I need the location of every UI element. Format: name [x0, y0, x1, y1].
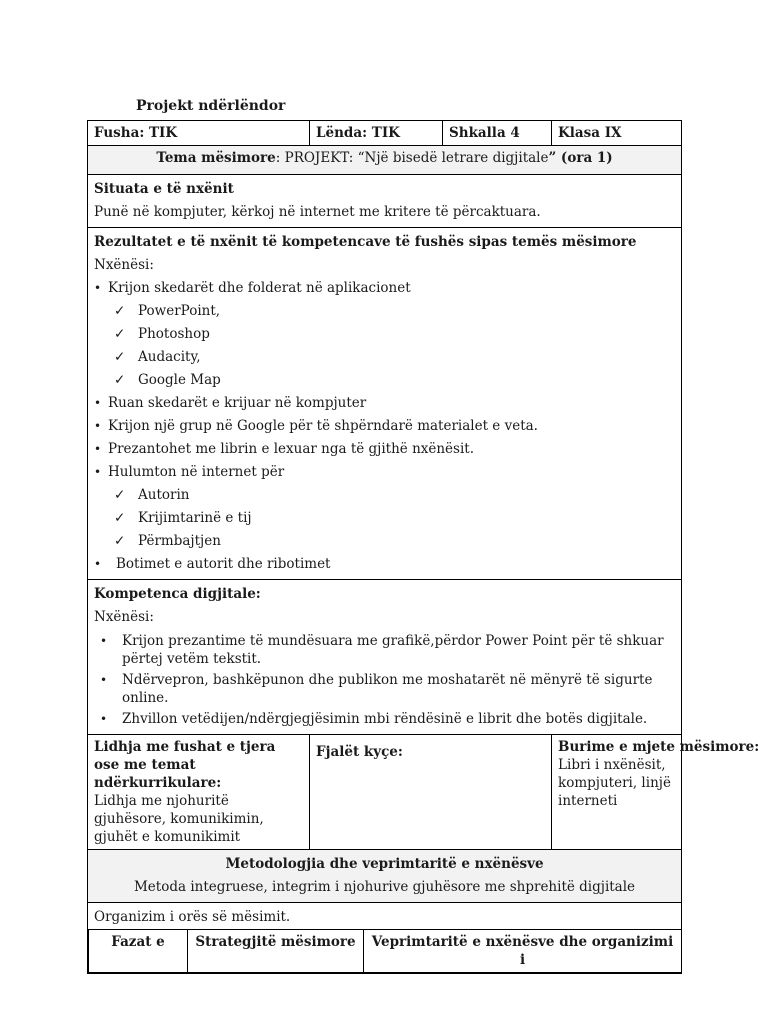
tema-suffix: ” (ora 1) [548, 150, 613, 166]
rezultatet-item-text: Krijon një grup në Google për të shpërndarë materialet e veta. [108, 418, 538, 434]
rezultatet-list [94, 277, 675, 576]
rezultatet-item-text: Prezantohet me librin e lexuar nga të gjithë nxënësit. [108, 441, 475, 457]
burime-title: Burime e mjete mësimore: [558, 739, 760, 755]
burime-text: Libri i nxënësit, kompjuteri, linjë interneti [558, 757, 671, 809]
lidhja-title: Lidhja me fushat e tjera ose me temat ndërkurrikulare: [94, 739, 276, 791]
tema-cell [88, 146, 682, 175]
check-item [94, 530, 675, 553]
lesson-plan-table [87, 120, 760, 968]
bullet-icon: • [100, 712, 108, 726]
fjalet-title: Fjalët kyçe: [316, 744, 403, 760]
rezultatet-item-text: Google Map [138, 372, 221, 388]
rezultatet-item-text: Përmbajtjen [138, 533, 221, 549]
phases-col-veprimtarite: Veprimtaritë e nxënësve dhe organizimi i [364, 930, 682, 973]
rezultatet-item-text: Autorin [138, 487, 190, 503]
lidhja-text: Lidhja me njohuritë gjuhësore, komunikimin, gjuhët e komunikimit [94, 793, 264, 845]
phases-col-strategjite: Strategjitë mësimore [188, 930, 364, 973]
tema-label: Tema mësimore [156, 150, 276, 166]
check-item [94, 369, 675, 392]
bullet-item [94, 461, 675, 484]
fusha-cell: Fusha: TIK [88, 121, 310, 146]
lenda-cell: Lënda: TIK [310, 121, 443, 146]
bullet-icon: • [94, 442, 102, 456]
bullet-icon: • [100, 673, 108, 687]
document-title: Projekt ndërlëndor [136, 98, 286, 114]
kompetenca-list [94, 632, 675, 728]
kompetenca-item-text: Krijon prezantime të mundësuara me grafikë,përdor Power Point për të shkuar përtej vetëm tekstit. [122, 633, 664, 667]
check-item [94, 323, 675, 346]
kompetenca-item [94, 632, 675, 668]
situata-text: Punë në kompjuter, kërkoj në internet me kritere të përcaktuara. [94, 204, 541, 220]
shkalla-cell: Shkalla 4 [443, 121, 552, 146]
bullet-item [94, 392, 675, 415]
rezultatet-row [88, 228, 682, 580]
kompetenca-item [94, 671, 675, 707]
organizim-text: Organizim i orës së mësimit. [94, 909, 291, 925]
metodologjia-row [88, 850, 682, 903]
klasa-cell: Klasa IX [552, 121, 682, 146]
metodologjia-title: Metodologjia dhe veprimtaritë e nxënësve [225, 856, 544, 872]
kompetenca-row [88, 580, 682, 735]
rezultatet-item-text: Hulumton në internet për [108, 464, 285, 480]
check-item [94, 346, 675, 369]
phases-header-row [89, 930, 682, 973]
tema-row [88, 146, 682, 175]
bullet-icon: • [94, 557, 102, 571]
rezultatet-item-text: Photoshop [138, 326, 210, 342]
situata-cell [88, 175, 682, 228]
checkmark-icon: ✓ [114, 487, 126, 503]
kompetenca-item-text: Ndërvepron, bashkëpunon dhe publikon me moshatarët në mënyrë të sigurte online. [122, 672, 653, 706]
bullet-icon: • [94, 465, 102, 479]
checkmark-icon: ✓ [114, 510, 126, 526]
kompetenca-item-text: Zhvillon vetëdijen/ndërgjegjësimin mbi rëndësinë e librit dhe botës digjitale. [122, 711, 648, 727]
rezultatet-cell [88, 228, 682, 580]
rezultatet-item-text: Audacity, [138, 349, 201, 365]
fjalet-cell [310, 735, 552, 850]
kompetenca-cell [88, 580, 682, 735]
situata-title: Situata e të nxënit [94, 181, 234, 197]
links-row [88, 735, 682, 850]
phases-table [88, 929, 681, 973]
bullet-item [94, 438, 675, 461]
rezultatet-intro: Nxënësi: [94, 257, 154, 273]
kompetenca-item [94, 710, 675, 728]
rezultatet-item-text: Krijimtarinë e tij [138, 510, 252, 526]
checkmark-icon: ✓ [114, 533, 126, 549]
bullet-item [94, 553, 675, 576]
rezultatet-title: Rezultatet e të nxënit të kompetencave të fushës sipas temës mësimore [94, 234, 637, 250]
bullet-item [94, 277, 675, 300]
bullet-icon: • [94, 281, 102, 295]
rezultatet-item-text: Botimet e autorit dhe ribotimet [116, 556, 331, 572]
lidhja-cell [88, 735, 310, 850]
metodologjia-text: Metoda integruese, integrim i njohurive gjuhësore me shprehitë digjitale [133, 879, 636, 895]
check-item [94, 300, 675, 323]
situata-row [88, 175, 682, 228]
rezultatet-item-text: PowerPoint, [138, 303, 221, 319]
header-row [88, 121, 682, 146]
bullet-icon: • [94, 419, 102, 433]
kompetenca-title: Kompetenca digjitale: [94, 586, 261, 602]
bullet-item [94, 415, 675, 438]
metodologjia-cell [88, 850, 682, 903]
organizim-cell [88, 903, 682, 974]
bullet-icon: • [100, 634, 108, 648]
rezultatet-item-text: Krijon skedarët dhe folderat në aplikacionet [108, 280, 411, 296]
kompetenca-intro: Nxënësi: [94, 609, 154, 625]
organizim-row [88, 903, 682, 974]
tema-text: : PROJEKT: “Një bisedë letrare digjitale [275, 150, 549, 166]
checkmark-icon: ✓ [114, 372, 126, 388]
checkmark-icon: ✓ [114, 349, 126, 365]
phases-col-fazat: Fazat e [89, 930, 188, 973]
check-item [94, 484, 675, 507]
check-item [94, 507, 675, 530]
checkmark-icon: ✓ [114, 326, 126, 342]
rezultatet-item-text: Ruan skedarët e krijuar në kompjuter [108, 395, 367, 411]
burime-cell [552, 735, 760, 850]
bullet-icon: • [94, 396, 102, 410]
checkmark-icon: ✓ [114, 303, 126, 319]
